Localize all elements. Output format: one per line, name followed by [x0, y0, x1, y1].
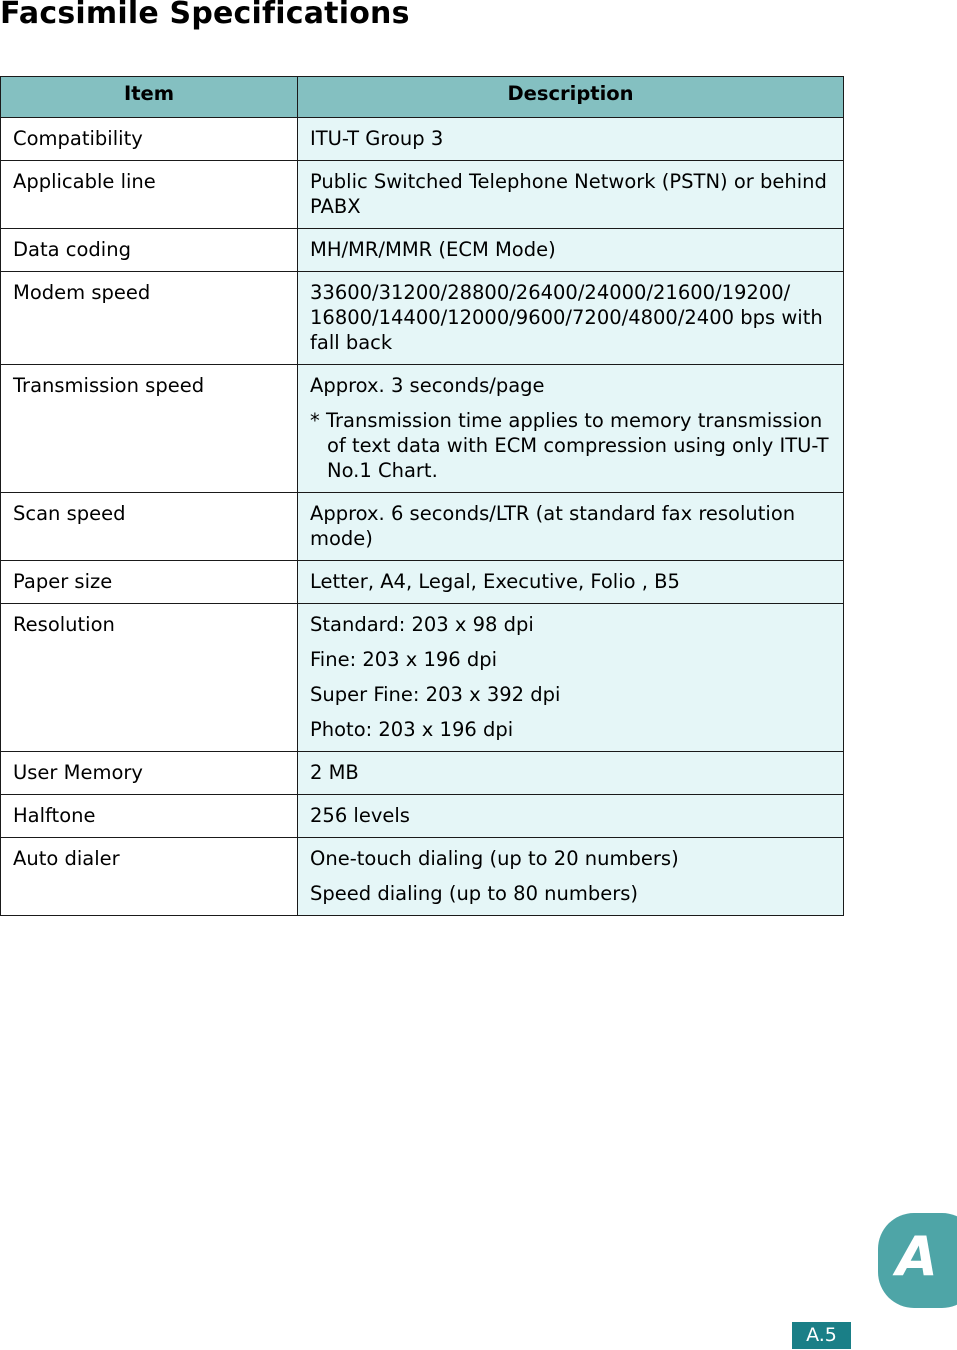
- spec-description-line: Super Fine: 203 x 392 dpi: [310, 683, 561, 706]
- column-header-description: Description: [298, 77, 844, 118]
- spec-table: [0, 76, 844, 916]
- appendix-tab-badge: [878, 1213, 957, 1308]
- table-row: [1, 493, 844, 561]
- table-row: [1, 604, 844, 752]
- spec-item-cell: Transmission speed: [1, 365, 298, 493]
- page-title: Facsimile Specifications: [0, 0, 410, 31]
- spec-description-cell: [298, 161, 844, 229]
- spec-description-line: Approx. 3 seconds/page: [310, 374, 545, 397]
- spec-description-line: Photo: 203 x 196 dpi: [310, 718, 514, 741]
- spec-item-cell: Halftone: [1, 795, 298, 838]
- spec-table-body: [1, 118, 844, 916]
- table-row: [1, 838, 844, 916]
- spec-description-line: Letter, A4, Legal, Executive, Folio , B5: [310, 570, 680, 593]
- table-row: [1, 229, 844, 272]
- spec-description-cell: [298, 752, 844, 795]
- spec-description-cell: [298, 795, 844, 838]
- spec-description-line: Fine: 203 x 196 dpi: [310, 648, 498, 671]
- spec-description-line: Speed dialing (up to 80 numbers): [310, 882, 639, 905]
- table-row: [1, 365, 844, 493]
- spec-description-line: 33600/31200/28800/26400/24000/21600/19200/ 16800/14400/12000/9600/7200/4800/2400 bps with fall back: [310, 281, 823, 354]
- spec-description-cell: [298, 118, 844, 161]
- spec-item-cell: Scan speed: [1, 493, 298, 561]
- spec-item-cell: Resolution: [1, 604, 298, 752]
- spec-description-line: ITU-T Group 3: [310, 127, 444, 150]
- spec-description-cell: [298, 272, 844, 365]
- spec-description-line: Public Switched Telephone Network (PSTN) or behind PABX: [310, 170, 827, 218]
- spec-description-cell: [298, 229, 844, 272]
- spec-description-cell: [298, 365, 844, 493]
- spec-description-line: 2 MB: [310, 761, 359, 784]
- spec-item-cell: Compatibility: [1, 118, 298, 161]
- table-row: [1, 752, 844, 795]
- spec-description-line: Approx. 6 seconds/LTR (at standard fax resolution mode): [310, 502, 796, 550]
- spec-item-cell: Modem speed: [1, 272, 298, 365]
- table-row: [1, 795, 844, 838]
- table-row: [1, 272, 844, 365]
- spec-description-line: 256 levels: [310, 804, 410, 827]
- spec-description-line: Standard: 203 x 98 dpi: [310, 613, 534, 636]
- column-header-item: Item: [1, 77, 298, 118]
- spec-description-cell: [298, 493, 844, 561]
- spec-item-cell: Auto dialer: [1, 838, 298, 916]
- spec-item-cell: User Memory: [1, 752, 298, 795]
- spec-description-line: MH/MR/MMR (ECM Mode): [310, 238, 556, 261]
- table-row: [1, 561, 844, 604]
- spec-description-cell: [298, 838, 844, 916]
- table-row: [1, 161, 844, 229]
- spec-footnote: * Transmission time applies to memory transmission of text data with ECM compression using only ITU-T No.1 Chart.: [310, 409, 829, 482]
- spec-item-cell: Paper size: [1, 561, 298, 604]
- page-number: A.5: [792, 1322, 851, 1349]
- spec-description-line: One-touch dialing (up to 20 numbers): [310, 847, 679, 870]
- appendix-letter: A: [896, 1225, 938, 1288]
- spec-description-cell: [298, 604, 844, 752]
- spec-item-cell: Data coding: [1, 229, 298, 272]
- spec-description-cell: [298, 561, 844, 604]
- spec-item-cell: Applicable line: [1, 161, 298, 229]
- table-row: [1, 118, 844, 161]
- table-header-row: [1, 77, 844, 118]
